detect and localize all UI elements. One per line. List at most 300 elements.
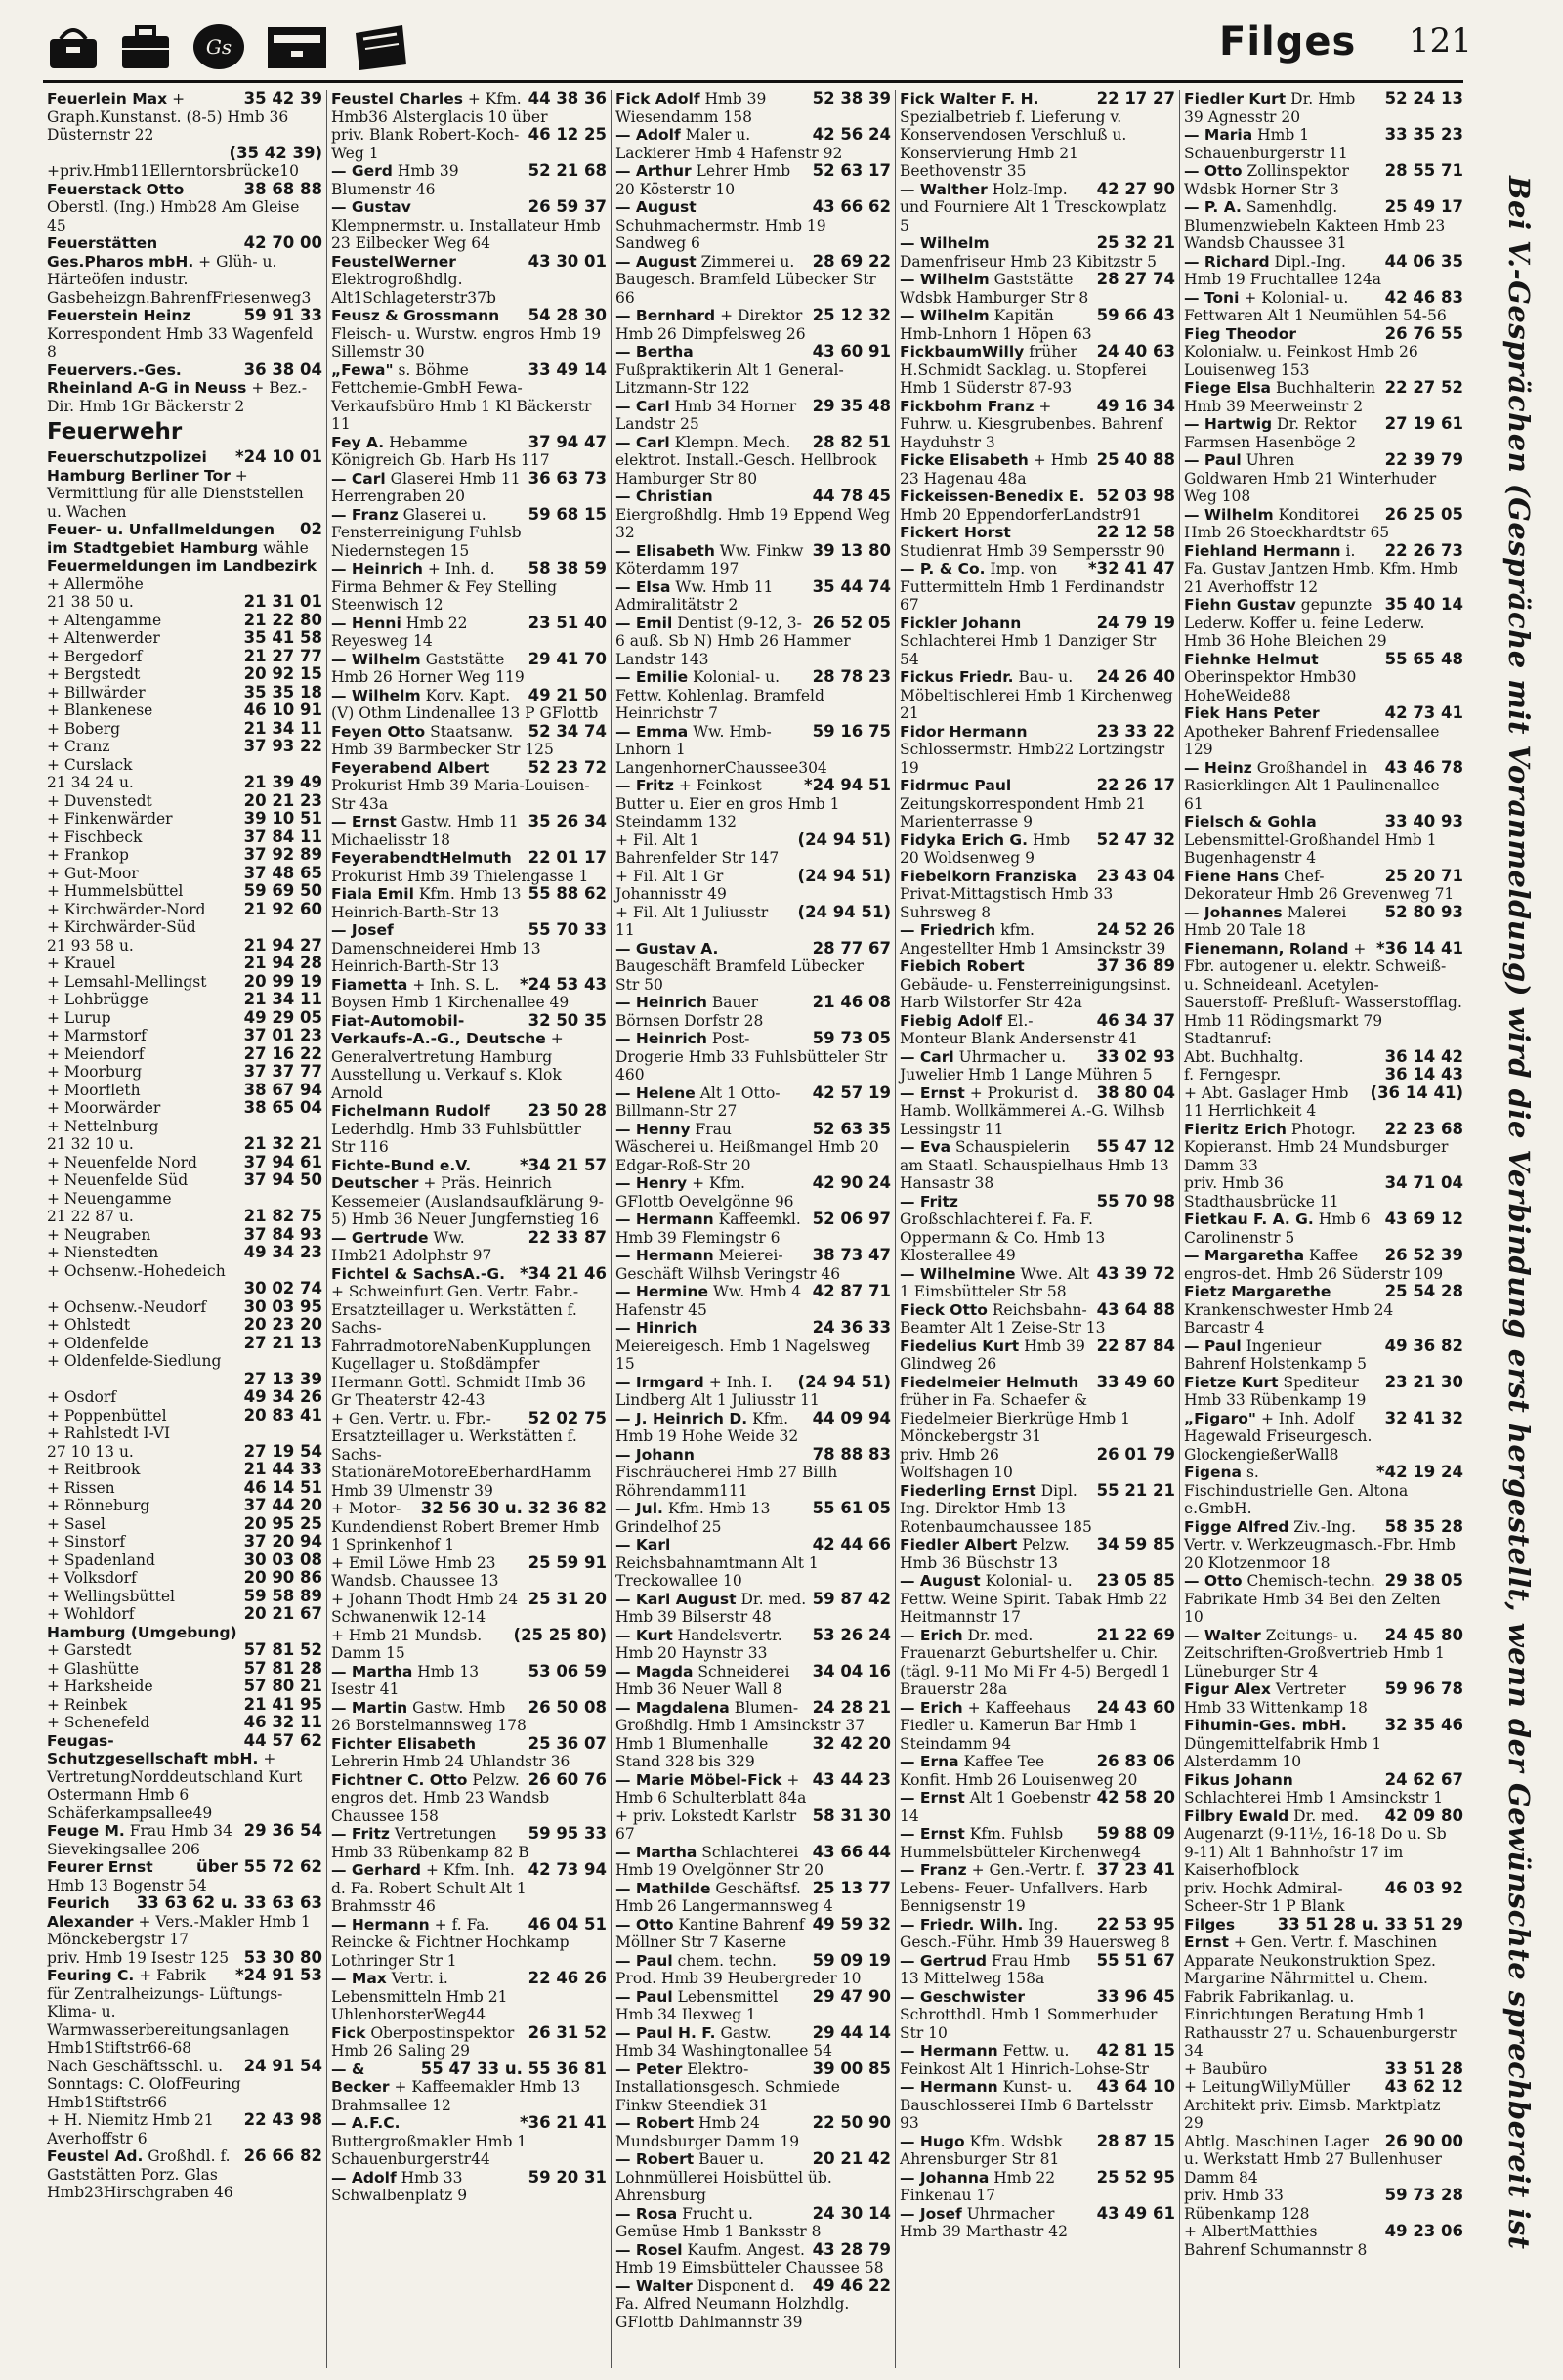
directory-entry: [327, 1771, 611, 1826]
entry-text: + Neuenfelde Süd: [47, 1171, 189, 1189]
entry-text: + Curslack: [47, 755, 133, 774]
directory-entry: [43, 1135, 326, 1154]
entry-text: Frau Hmb 13 Mittelweg 158a: [900, 1951, 1071, 1987]
directory-entry: [896, 1012, 1179, 1048]
entry-name: Fidyka Erich G.: [900, 830, 1029, 849]
entry-text: Schlossermstr. Hmb22 Lortzingstr 19: [900, 741, 1165, 777]
entry-phone: 52 23 72: [528, 757, 607, 777]
entry-text: Prokurist Hmb 39 Thielengasse 1: [331, 867, 589, 885]
entry-text: Privat-Mittagstisch Hmb 33 Suhrsweg 8: [900, 885, 1114, 921]
entry-name: — Wilhelm: [900, 271, 990, 288]
entry-text: + Frankop: [47, 846, 129, 864]
entry-text: Zollinspektor Wdsbk Horner Str 3: [1184, 162, 1349, 198]
entry-name: — Gustav: [331, 198, 411, 216]
directory-entry: [43, 1335, 326, 1353]
entry-phone: 33 35 23: [1384, 125, 1463, 144]
entry-text: + Rahlstedt I-VI: [47, 1424, 171, 1442]
directory-entry: [896, 307, 1179, 343]
directory-entry: [896, 1446, 1179, 1482]
directory-entry: [43, 1858, 326, 1894]
entry-text: Ww. Hmb 4 Hafenstr 45: [615, 1283, 802, 1319]
entry-phone: 46 10 91: [243, 701, 322, 719]
directory-entry: [612, 1121, 895, 1175]
entry-text: 21 93 58 u.: [47, 936, 134, 955]
directory-entry: [612, 343, 895, 398]
entry-phone: 37 36 89: [1096, 956, 1175, 975]
entry-name: — Robert: [615, 2150, 695, 2168]
entry-text: + Marmstorf: [47, 1027, 147, 1044]
entry-text: Ww. Finkw Köterdamm 197: [615, 541, 804, 577]
entry-text: Vertr. i. Lebensmitteln Hmb 21 UhlenhorsterWeg44: [331, 1970, 508, 2023]
entry-name: — Fritz: [900, 1192, 958, 1211]
entry-text: Ww. Hmb 11 Admiralitätstr 2: [615, 577, 774, 614]
entry-text: Schuhmachermstr. Hmb 19 Sandweg 6: [615, 216, 826, 252]
directory-entry: [43, 829, 326, 847]
entry-phone: 43 66 62: [812, 197, 891, 216]
directory-entry: [1180, 1211, 1467, 1247]
directory-entry: [43, 1894, 326, 1949]
entry-phone: 28 69 22: [812, 251, 891, 271]
entry-name: — Hermann: [900, 2078, 998, 2096]
entry-phone: 26 25 05: [1384, 504, 1463, 524]
entry-phone: 28 27 74: [1096, 270, 1175, 288]
directory-entry: [327, 1861, 611, 1916]
entry-text: Ziv.-Ing. Vertr. v. Werkzeugmasch.-Fbr. Hmb 20 Klotzenmoor 18: [1184, 1517, 1456, 1572]
entry-name: Figge Alfred: [1184, 1517, 1289, 1536]
entry-text: + Generalvertretung Hamburg Ausstellung u. Verkauf s. Klok Arnold: [331, 1030, 564, 1102]
entry-phone: 52 63 35: [812, 1119, 891, 1138]
entry-text: Kfm. Hmb 13 Heinrich-Barth-Str 13: [331, 885, 522, 921]
entry-name: — Hermann: [615, 1211, 714, 1228]
entry-phone: 27 19 54: [243, 1441, 322, 1461]
directory-entry: [896, 2205, 1179, 2241]
entry-phone: 49 46 22: [812, 2275, 891, 2295]
entry-phone: 44 09 94: [812, 1408, 891, 1427]
entry-name: — Emilie: [615, 668, 689, 686]
column-5: [1180, 90, 1467, 2368]
entry-text: Reichsbahn-Beamter Alt 1 Zeise-Str 13: [900, 1300, 1106, 1337]
entry-name: — Josef: [900, 2204, 962, 2223]
entry-name: — Toni: [1184, 288, 1240, 307]
entry-name: — Heinrich: [615, 994, 707, 1011]
header-rule: [43, 80, 1463, 83]
entry-phone: 54 28 30: [528, 306, 607, 324]
directory-entry: [43, 1226, 326, 1245]
entry-text: Buchhalterin Hmb 39 Meerweinstr 2: [1184, 379, 1375, 415]
directory-entry: [43, 882, 326, 901]
directory-entry: [327, 2061, 611, 2115]
entry-text: + Altenwerder: [47, 629, 160, 647]
directory-entry: [43, 361, 326, 416]
directory-entry: [43, 1569, 326, 1588]
directory-entry: [1180, 651, 1467, 705]
entry-phone: (24 94 51): [797, 866, 891, 885]
directory-entry: [43, 792, 326, 811]
entry-phone: 30 03 95: [243, 1296, 322, 1316]
entry-phone: 27 19 61: [1384, 414, 1463, 433]
entry-text: Hmb 22 Reyesweg 14: [331, 614, 468, 650]
entry-phone: 55 70 98: [1096, 1191, 1175, 1211]
entry-name: — Gustav A.: [615, 939, 719, 957]
entry-name: — Richard: [1184, 252, 1270, 271]
entry-name: Feuerstätten Ges.Pharos mbH.: [47, 234, 194, 271]
entry-name: Fiedelmeier Helmuth: [900, 1373, 1079, 1391]
directory-entry: [612, 90, 895, 126]
entry-phone: 57 81 28: [243, 1658, 322, 1678]
directory-entry: [327, 1825, 611, 1861]
directory-entry: [43, 1063, 326, 1082]
page-header: [0, 0, 1563, 90]
entry-phone: 21 82 75: [243, 1207, 322, 1225]
directory-entry: [43, 2147, 326, 2202]
entry-phone: 24 43 60: [1096, 1697, 1175, 1717]
entry-phone: 52 80 93: [1384, 902, 1463, 921]
entry-text: Kolonial- u. Fettw. Kohlenlag. Bramfeld Heinrichstr 7: [615, 668, 824, 722]
entry-text: Kaffeemkl. Hmb 39 Flemingstr 6: [615, 1211, 801, 1247]
entry-name: Fidrmuc Paul: [900, 777, 1012, 794]
directory-entry: [896, 1825, 1179, 1861]
entry-text: + Harksheide: [47, 1678, 153, 1695]
entry-name: — Max: [331, 1970, 387, 1987]
entry-name: — Ernst: [900, 1789, 965, 1806]
directory-entry: [896, 1988, 1179, 2043]
entry-text: + Rönneburg: [47, 1497, 150, 1514]
entry-phone: 37 94 47: [528, 432, 607, 451]
directory-entry: [1180, 596, 1467, 651]
entry-text: Fischräucherei Hmb 27 Billh Röhrendamm111: [615, 1464, 838, 1500]
directory-entry: [43, 1082, 326, 1100]
entry-text: + Garstedt: [47, 1641, 132, 1659]
entry-phone: 43 64 10: [1096, 2077, 1175, 2096]
directory-entry: [1180, 1771, 1467, 1807]
entry-text: + Fil. Alt 1 Bahrenfelder Str 147: [615, 830, 780, 867]
entry-text: Uhrmacher Hmb 39 Marthastr 42: [900, 2204, 1068, 2240]
entry-name: — Hugo: [900, 2132, 965, 2150]
directory-entry: [612, 126, 895, 162]
entry-phone: 38 68 88: [243, 179, 322, 198]
entry-text: + VertretungNorddeutschland Kurt Ostermann Hmb 6 Schäferkampsallee49: [47, 1750, 303, 1822]
entry-phone: 43 46 78: [1384, 757, 1463, 777]
directory-entry: [43, 145, 326, 181]
entry-text: Gastw. Hmb 26 Borstelmannsweg 178: [331, 1698, 527, 1734]
entry-phone: 37 01 23: [243, 1026, 322, 1044]
directory-entry: [612, 2114, 895, 2150]
directory-entry: [896, 668, 1179, 723]
entry-name: — J. Heinrich D.: [615, 1409, 748, 1427]
entry-phone: 59 73 28: [1384, 2186, 1463, 2204]
entry-name: — Martin: [331, 1698, 408, 1717]
entry-phone: 22 26 73: [1384, 540, 1463, 560]
entry-text: Dipl. Ing. Direktor Hmb 13 Rotenbaumchaussee 185: [900, 1481, 1092, 1536]
entry-text: + Fil. Alt 1 Gr Johannisstr 49: [615, 867, 727, 903]
entry-text: + Moorburg: [47, 1063, 143, 1081]
entry-phone: 27 21 13: [243, 1333, 322, 1352]
entry-phone: 38 73 47: [812, 1246, 891, 1264]
entry-text: + Gen.-Vertr. f. Lebens- Feuer- Unfallvers. Harb Bennigsenstr 19: [900, 1861, 1148, 1915]
directory-entry: [612, 2205, 895, 2241]
entry-text: + Fuhrw. u. Kiesgrubenbes. Bahrenf Hayduhstr 3: [900, 397, 1163, 451]
directory-entry: [327, 198, 611, 253]
entry-phone: 24 36 33: [812, 1318, 891, 1337]
entry-phone: 22 23 68: [1384, 1119, 1463, 1138]
entry-text: Abtlg. Maschinen Lager u. Werkstatt Hmb 27 Bullenhuser Damm 84: [1184, 2132, 1442, 2187]
entry-text: + Hmb 23 Hagenau 48a: [900, 451, 1088, 488]
directory-entry: [327, 307, 611, 361]
directory-entry: [612, 1880, 895, 1916]
directory-entry: [327, 885, 611, 921]
directory-entry: [327, 1627, 611, 1663]
directory-entry: [327, 126, 611, 162]
entry-phone: 59 91 33: [243, 306, 322, 324]
entry-phone: 42 46 83: [1384, 287, 1463, 307]
directory-entry: [1180, 1121, 1467, 1175]
entry-phone: 42 81 15: [1096, 2041, 1175, 2060]
directory-entry: [896, 1536, 1179, 1572]
entry-text: Imp. von Futtermitteln Hmb 1 Ferdinandstr 67: [900, 560, 1164, 614]
directory-entry: [896, 921, 1179, 957]
entry-name: — Martha: [615, 1843, 697, 1861]
entry-name: — Walter: [615, 2276, 693, 2295]
directory-entry: [1180, 126, 1467, 162]
entry-name: Fey A.: [331, 433, 385, 451]
directory-entry: [1180, 1680, 1467, 1717]
directory-entry: [612, 1283, 895, 1319]
directory-entry: [896, 451, 1179, 488]
directory-entry: [327, 615, 611, 651]
entry-text: Ingenieur Bahrenf Holstenkamp 5: [1184, 1337, 1368, 1373]
entry-phone: 33 49 14: [528, 360, 607, 379]
directory-entry: [43, 1009, 326, 1028]
entry-text: Kunst- u. Bauschlosserei Hmb 6 Bartelsstr 93: [900, 2078, 1153, 2132]
entry-name: — Wilhelm: [900, 307, 990, 324]
entry-name: Fieg Theodor: [1184, 324, 1297, 343]
directory-entry: [896, 343, 1179, 398]
directory-entry: [896, 1861, 1179, 1916]
entry-name: Hamburg (Umgebung): [47, 1623, 237, 1641]
entry-text: Holz-Imp. und Fourniere Alt 1 Tresckowplatz 5: [900, 180, 1167, 234]
entry-text: s. Böhme Fettchemie-GmbH Fewa-Verkaufsbüro Hmb 1 Kl Bäckerstr 11: [331, 361, 592, 433]
entry-text: Gastw. Hmb 34 Washingtonallee 54: [615, 2023, 833, 2060]
entry-name: Fickler Johann: [900, 614, 1022, 632]
header-icons: [47, 21, 410, 72]
directory-entry: [1180, 1084, 1467, 1121]
entry-phone: 59 88 09: [1096, 1824, 1175, 1843]
entry-phone: 38 67 94: [243, 1080, 322, 1099]
entry-text: Hmb 39 Wiesendamm 158: [615, 90, 767, 126]
directory-entry: [43, 720, 326, 739]
directory-entry: [43, 1678, 326, 1696]
entry-phone: 55 61 05: [812, 1499, 891, 1517]
entry-name: — Fritz: [331, 1825, 390, 1843]
entry-name: Fickus Friedr.: [900, 668, 1014, 686]
entry-phone: 32 50 35: [528, 1010, 607, 1030]
entry-phone: 43 44 23: [812, 1769, 891, 1789]
entry-name: Fiederling Ernst: [900, 1481, 1036, 1500]
entry-text: + Motor-Kundendienst Robert Bremer Hmb 1 Sprinkenhof 1: [331, 1500, 600, 1553]
entry-text: Vertretungen Hmb 33 Rübenkamp 82 B: [331, 1825, 529, 1861]
entry-text: f. Ferngespr.: [1184, 1066, 1282, 1084]
entry-phone: 25 36 07: [528, 1733, 607, 1753]
entry-phone: 37 84 93: [243, 1224, 322, 1244]
directory-entry: [1180, 1066, 1467, 1084]
entry-phone: 58 31 30: [812, 1806, 891, 1825]
entry-phone: 59 68 15: [528, 504, 607, 524]
directory-entry: [43, 1624, 326, 1642]
directory-entry: [327, 849, 611, 885]
entry-phone: 02: [300, 520, 322, 538]
entry-phone: 22 27 52: [1384, 378, 1463, 397]
entry-phone: 28 82 51: [812, 432, 891, 451]
entry-name: Fienemann, Roland: [1184, 939, 1349, 957]
entry-text: Glaserei Hmb 11 Herrengraben 20: [331, 469, 521, 505]
side-advertisement-text: Bei V.-Gesprächen (Gespräche mit Voranmeldung) wird die Verbindung erst hergestellt, wenn der Gewünschte sprechbereit ist: [1502, 176, 1536, 2250]
entry-text: Zimmerei u. Baugesch. Bramfeld Lübecker Str 66: [615, 252, 876, 307]
entry-text: + AlbertMatthies Bahrenf Schumannstr 8: [1184, 2223, 1368, 2259]
entry-text: + Direktor Hmb 26 Dimpfelsweg 26: [615, 307, 806, 343]
entry-name: Fiedler Kurt: [1184, 90, 1287, 107]
entry-phone: 49 59 32: [812, 1914, 891, 1934]
entry-text: Gaststätte Wdsbk Hamburger Str 8: [900, 271, 1089, 307]
entry-name: — Eva: [900, 1138, 951, 1156]
entry-text: Photogr. Kopieranst. Hmb 24 Mundsburger Damm 33: [1184, 1120, 1449, 1174]
entry-text: Nach Geschäftsschl. u. Sonntags: C. OlofFeuring Hmb1Stiftstr66: [47, 2057, 241, 2111]
directory-entry: [612, 2277, 895, 2332]
entry-name: — Maria: [1184, 126, 1253, 144]
entry-name: Fiek Hans Peter: [1184, 704, 1320, 722]
directory-entry: [43, 1388, 326, 1407]
entry-phone: 21 44 33: [243, 1460, 322, 1478]
directory-entry: [43, 1171, 326, 1190]
entry-phone: 24 91 54: [243, 2056, 322, 2075]
entry-text: Uhren Goldwaren Hmb 21 Winterhuder Weg 108: [1184, 451, 1437, 505]
entry-name: — Franz: [900, 1861, 967, 1879]
entry-name: — August: [615, 252, 697, 271]
entry-phone: 25 59 91: [528, 1552, 607, 1572]
entry-text: + Cranz: [47, 738, 110, 755]
entry-phone: 52 47 32: [1096, 829, 1175, 849]
entry-text: Schlachterei Hmb 1 Danziger Str 54: [900, 632, 1157, 668]
entry-name: — Wilhelm: [331, 686, 421, 704]
entry-phone: 22 39 79: [1384, 450, 1463, 469]
entry-phone: 21 32 21: [243, 1134, 322, 1153]
column-3: [612, 90, 896, 2368]
entry-text: 21 34 24 u.: [47, 774, 134, 791]
entry-phone: (24 94 51): [797, 829, 891, 849]
entry-phone: 32 56 30 u. 32 36 82: [420, 1499, 607, 1517]
directory-entry: [43, 701, 326, 720]
directory-entry: [43, 1154, 326, 1172]
directory-entry: [1180, 1410, 1467, 1465]
entry-phone: 25 13 77: [812, 1878, 891, 1897]
entry-phone: 21 94 28: [243, 954, 322, 972]
directory-entry: [1180, 1572, 1467, 1627]
entry-name: Feugas-Schutzgesellschaft mbH.: [47, 1731, 259, 1767]
directory-entry: [612, 1735, 895, 1771]
entry-text: + Bez.-Dir. Hmb 1Gr Bäckerstr 2: [47, 379, 308, 415]
entry-name: Fiene Hans: [1184, 867, 1280, 885]
entry-text: + Rissen: [47, 1478, 115, 1497]
entry-phone: 44 57 62: [243, 1730, 322, 1750]
entry-text: Gaststätte Hmb 26 Horner Weg 119: [331, 650, 525, 686]
entry-phone: 35 40 14: [1384, 595, 1463, 614]
entry-name: Fiege Elsa: [1184, 379, 1272, 397]
directory-entry: [896, 1374, 1179, 1446]
entry-phone: 46 04 51: [528, 1914, 607, 1934]
entry-phone: 59 66 43: [1096, 306, 1175, 324]
entry-name: Fichtner C. Otto: [331, 1770, 468, 1789]
entry-text: + Fbr. autogener u. elektr. Schweiß- u. Schneideanl. Acetylen- Sauerstoff- Preßluft- Wasserstofflag. Hmb 11 Rödingsmarkt 79 Stadtanruf:: [1184, 939, 1462, 1047]
entry-text: Schauspielerin am Staatl. Schauspielhaus Hmb 13 Hansastr 38: [900, 1138, 1169, 1192]
entry-name: — Ernst: [331, 813, 397, 830]
entry-phone: 20 21 42: [812, 2149, 891, 2168]
entry-name: Fiedelius Kurt: [900, 1337, 1020, 1355]
directory-entry: [327, 813, 611, 849]
directory-entry: [612, 2241, 895, 2277]
entry-phone: 32 42 20: [812, 1733, 891, 1753]
entry-phone: 29 36 54: [243, 1821, 322, 1840]
directory-entry: [1180, 1880, 1467, 1916]
entry-name: Feurer Ernst: [47, 1858, 153, 1876]
entry-name: Fick: [331, 2023, 366, 2042]
entry-name: — Rosa: [615, 2204, 678, 2223]
entry-phone: 25 20 71: [1384, 866, 1463, 885]
entry-name: Fichtel & SachsA.-G.: [331, 1264, 505, 1283]
entry-text: Lebensmittel Hmb 34 Ilexweg 1: [615, 1987, 779, 2023]
directory-entry: [43, 865, 326, 883]
directory-entry: [896, 234, 1179, 271]
entry-name: Figena: [1184, 1464, 1243, 1481]
directory-entry: [612, 1374, 895, 1410]
entry-name: Fick Adolf: [615, 90, 700, 107]
entry-name: FeustelWerner: [331, 252, 456, 271]
directory-entry: [1180, 1338, 1467, 1374]
directory-entry: [1180, 1048, 1467, 1067]
directory-entry: [612, 777, 895, 831]
entry-text: Hmb 1 Schauenburgerstr 11: [1184, 126, 1348, 162]
entry-phone: 34 59 85: [1096, 1535, 1175, 1553]
entry-phone: 43 39 72: [1096, 1263, 1175, 1283]
directory-entry: [43, 2058, 326, 2112]
entry-text: + Schenefeld: [47, 1714, 150, 1731]
directory-entry: [43, 1967, 326, 2058]
directory-entry: [896, 181, 1179, 235]
entry-name: Fiebig Adolf: [900, 1011, 1003, 1030]
entry-name: — Irmgard: [615, 1373, 704, 1391]
entry-text: Hmb 39 Glindweg 26: [900, 1337, 1085, 1373]
entry-phone: 21 39 49: [243, 773, 322, 791]
directory-entry: [1180, 1374, 1467, 1410]
directory-entry: [1180, 162, 1467, 198]
entry-name: — Heinrich: [615, 1030, 707, 1047]
entry-text: Kfm. Hmb 19 Hohe Weide 32: [615, 1409, 799, 1445]
entry-phone: 46 32 11: [243, 1713, 322, 1731]
entry-text: Reichsbahnamtmann Alt 1 Treckowallee 10: [615, 1553, 819, 1590]
directory-entry: [327, 361, 611, 434]
directory-entry: [327, 1554, 611, 1591]
entry-phone: 42 90 24: [812, 1173, 891, 1192]
entry-text: + Kfm. GFlottb Oevelgönne 96: [615, 1174, 794, 1211]
entry-phone: 23 43 04: [1096, 866, 1175, 885]
entry-phone: 33 40 93: [1384, 812, 1463, 830]
directory-entry: [43, 991, 326, 1009]
entry-text: wähle: [263, 538, 309, 557]
directory-entry: [1180, 868, 1467, 904]
directory-entry: [896, 1916, 1179, 1952]
directory-entry: [327, 1410, 611, 1501]
entry-phone: *24 10 01: [234, 447, 322, 466]
entry-text: Damenfriseur Hmb 23 Kibitzstr 5: [900, 252, 1157, 271]
entry-phone: 59 58 89: [243, 1586, 322, 1605]
